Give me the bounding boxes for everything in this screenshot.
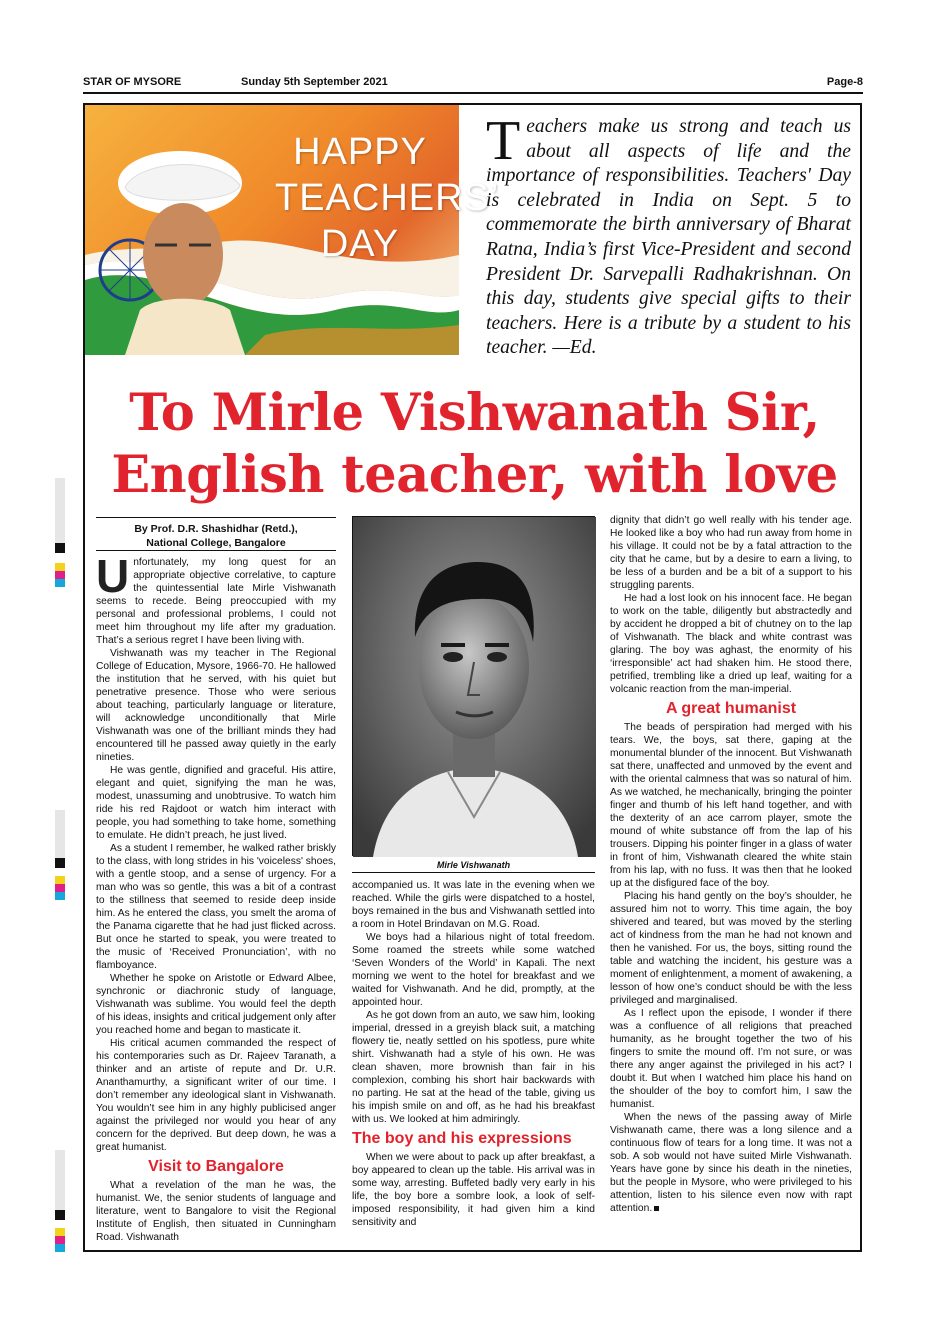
portrait-photo bbox=[352, 516, 595, 856]
editorial-intro bbox=[486, 110, 851, 361]
article-column-2 bbox=[352, 879, 595, 1229]
article-column-3 bbox=[610, 514, 852, 1215]
masthead bbox=[83, 76, 863, 92]
paragraph: Vishwanath was my teacher in The Regional College of Education, Mysore, 1966-70. He hallowed the institution that he served, with his quiet but penetrative presence. Those who were serious about teaching, particularly language or literature, will acknowledge unconditionally that Mirle Vishwanath was one of the brilliant minds they had encountered till he passed away quietly in the early nineties. bbox=[96, 648, 336, 763]
paragraph: The beads of perspiration had merged with his tears. We, the boys, sat there, gaping at the monumental blunder of the innocent. But Vishwanath sat there, unaffected and unmoved by the event and with the oriental calmness that was so natural of him. As we watched, he mechanically, bringing the pointer finger and thumb of his left hand together, and with the dexterity of an ace carrom player, smote the mound of white substance off from the lap of his trousers. Dipping his pointer finger in a glass of water in front of him, Vishwanath cleared the white stain from his lap, with no fuss. It was then that he looked up at the disfigured face of the boy. bbox=[610, 722, 852, 889]
portrait-illustration bbox=[353, 517, 596, 857]
paragraph: His critical acumen commanded the respect of his contemporaries such as Dr. Rajeev Taranath, a thinker and an artiste of repute and Dr. U.R. Ananthamurthy, a significant writer of our time. I don’t remember any ideological slant in Vishwanath. You wouldn’t see him in any highly publicised anger against the privileged nor would you hear of any concern for the deprived. But deep down, he was a great humanist. bbox=[96, 1038, 336, 1153]
paragraph: When we were about to pack up after breakfast, a boy appeared to clean up the table. His arrival was in some way, arresting. Buffeted badly very early in his life, the boy bore a sombre look, a look of self-imposed responsibility, it had given him a kind sensitivity and bbox=[352, 1152, 595, 1228]
publication-name: STAR OF MYSORE bbox=[83, 76, 182, 88]
paragraph: He had a lost look on his innocent face. He began to work on the table, diligently but abstractedly and by accident he dropped a bit of chutney on to the lap of Vishwanath. The black and white contrast was glaring. The boy was aghast, the enormity of his ‘irresponsible’ act had shaken him. He stood there, petrified, trembling like a dried up leaf, waiting for a volcanic reaction from the man-imperial. bbox=[610, 593, 852, 695]
paragraph: He was gentle, dignified and graceful. His attire, elegant and quiet, signifying the man he was, modest, unassuming and unobtrusive. To watch him ride his red Rajdoot or watch him interact with people, you had something to take home, something to emulate. He didn’t preach, he just lived. bbox=[96, 765, 336, 841]
paragraph: As I reflect upon the episode, I wonder if there was a confluence of all religions that preached humanity, as he brought together the two of his fingers to smite the mound off. I’m not sure, or was there any anger against the privileged in his act? I doubt it. But when I watched him place his hand on the shoulder of the boy to comfort him, I saw the humanist. bbox=[610, 1008, 852, 1110]
paragraph: As a student I remember, he walked rather briskly to the class, with long strides in his 'voiceless' shoes, with a gentle stoop, and a sense of urgency. For a man who was so gentle, this was a bit of a contrast to the stillness that seemed to reside deep inside him. As he entered the class, you smelt the aroma of the Panama cigarette that he had just flicked across. But once he started to speak, you were treated to the music of ‘Received Pronunciation’, with no flamboyance. bbox=[96, 843, 336, 971]
page-number: Page-8 bbox=[826, 76, 863, 88]
byline-author: By Prof. D.R. Shashidhar (Retd.), bbox=[134, 523, 298, 535]
article-column-1 bbox=[96, 550, 336, 1244]
byline-affiliation: National College, Bangalore bbox=[146, 537, 286, 549]
subhead-visit-to-bangalore: Visit to Bangalore bbox=[148, 1158, 284, 1175]
registration-marks-bottom bbox=[55, 1150, 65, 1252]
banner-title bbox=[275, 129, 500, 267]
registration-marks-middle bbox=[55, 810, 65, 900]
headline-line-1: To Mirle Vishwanath Sir, bbox=[129, 383, 820, 443]
banner-line-3: DAY bbox=[320, 223, 400, 265]
paragraph: Whether he spoke on Aristotle or Edward Albee, synchronic or diachronic study of language, Vishwanath was sublime. You would feel the depth of his ideas, insights and critical judgement only after you reached home and began to masticate it. bbox=[96, 973, 336, 1036]
headline bbox=[92, 382, 857, 506]
headline-line-2: English teacher, with love bbox=[111, 445, 838, 505]
paragraph: Placing his hand gently on the boy’s shoulder, he assured him not to worry. This time again, the boy shivered and teared, but was moved by the sterling act of kindness from the man he had not known and then he vanished. For us, the boys, sitting round the table and watching the incident, his gesture was a moment of enlightenment, a moment of awakening, a lesson of how one’s conduct should be with the less privileged and marginalised. bbox=[610, 891, 852, 1006]
paragraph-text: When the news of the passing away of Mirle Vishwanath came, there was a long silence and a continuous flow of tears for a long time. It was not a sob. A sob would not have suited Mirle Vishwanath. Years have gone by since his death in the nineties, but the people in Mysore, who were privileged to his attention, listen to his silence even now with rapt attention. bbox=[610, 1112, 852, 1214]
paragraph-text: nfortunately, my long quest for an appropriate objective correlative, to capture the quintessential late Mirle Vishwanath seems to recede. Being preoccupied with my personal and professional problems, I could not meet him throughout my life after my graduation. That’s a serious regret I have been living with. bbox=[96, 557, 336, 646]
paragraph: We boys had a hilarious night of total freedom. Some roamed the streets while some watched ‘Seven Wonders of the World’ in Kapali. The next morning we went to the hotel for breakfast and we waited for Vishwanath. And he did, promptly, at the appointed hour. bbox=[352, 932, 595, 1008]
banner-line-2: TEACHERS’ bbox=[275, 177, 500, 219]
photo-caption: Mirle Vishwanath bbox=[352, 860, 595, 873]
byline bbox=[96, 517, 336, 550]
end-of-article-mark bbox=[654, 1206, 659, 1211]
paragraph bbox=[96, 550, 336, 647]
banner-line-1: HAPPY bbox=[293, 131, 427, 173]
paragraph: What a revelation of the man he was, the humanist. We, the senior students of language and literature, went to Bangalore to visit the Regional Institute of English, then situated in Cunningham Road. Vishwanath bbox=[96, 1180, 336, 1243]
subhead-boy-and-expressions: The boy and his expressions bbox=[352, 1130, 572, 1147]
intro-text: eachers make us strong and teach us about all aspects of life and the importance of responsibilities. Teachers' Day is celebrated in India on Sept. 5 to commemorate the birth anniversary of Bharat Ratna, India’s first Vice-President and second President Dr. Sarvepalli Radhakrishnan. On this day, students give special gifts to their teachers. Here is a tribute by a student to his teacher. —Ed. bbox=[486, 116, 851, 359]
teachers-day-banner bbox=[85, 105, 500, 355]
issue-date: Sunday 5th September 2021 bbox=[241, 76, 388, 88]
paragraph bbox=[610, 1111, 852, 1215]
paragraph: As he got down from an auto, we saw him, looking imperial, dressed in a greyish black suit, a matching flowery tie, neatly settled on his spotless, pure white shirt. Vishwanath had a style of his own. He was clean shaven, more brownish than fair in his complexion, combing his short hair backwards with no parting. He sat at the head of the table, giving us his impish smile on and off, as he had his breakfast with us. We looked at him admiringly. bbox=[352, 1010, 595, 1125]
subhead-great-humanist: A great humanist bbox=[665, 700, 797, 717]
intro-drop-cap: T bbox=[486, 110, 521, 172]
article-drop-cap: U bbox=[96, 550, 130, 602]
paragraph: accompanied us. It was late in the evening when we reached. While the girls were dispatched to a hostel, boys remained in the bus and Vishwanath settled into a room in Hotel Brindavan on M.G. Road. bbox=[352, 880, 595, 930]
registration-marks-top bbox=[55, 478, 65, 587]
masthead-rule bbox=[83, 92, 863, 94]
paragraph: dignity that didn’t go well really with his tender age. He looked like a boy who had run away from home in his village. It could not be by a fatal attraction to the city that he came, but by a desire to earn a living, to be less of a burden and be a bit of a support to his struggling parents. bbox=[610, 515, 852, 591]
byline-rule bbox=[96, 550, 336, 551]
